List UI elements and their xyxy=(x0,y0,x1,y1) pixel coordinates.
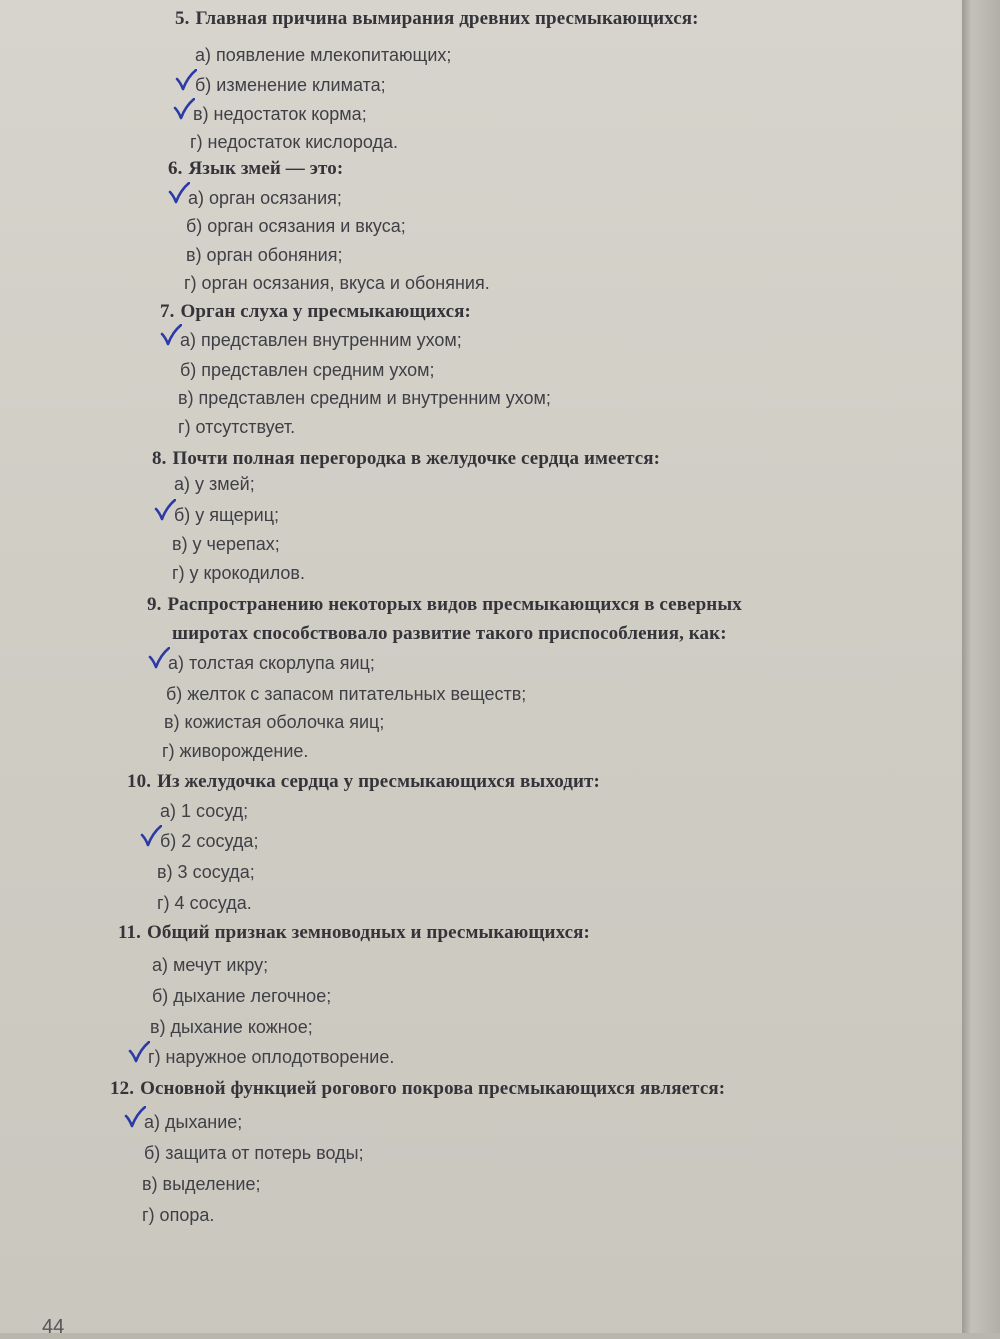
checkmark-icon xyxy=(160,324,182,346)
question-text: Основной функцией рогового покрова пресмыкающихся является: xyxy=(140,1078,726,1099)
answer-option: а) орган осязания; xyxy=(188,188,342,208)
answer-option: в) кожистая оболочка яиц; xyxy=(164,712,385,732)
question-title xyxy=(110,1078,725,1100)
answer-option: б) 2 сосуда; xyxy=(160,831,259,851)
checkmark-icon xyxy=(128,1041,150,1063)
answer-option: г) живорождение. xyxy=(162,741,309,761)
question-text: Орган слуха у пресмыкающихся: xyxy=(180,301,471,322)
answer-option: в) у черепах; xyxy=(172,534,280,554)
question-title xyxy=(118,922,590,944)
question-title xyxy=(175,8,699,30)
question-title xyxy=(147,594,742,616)
question-text: Главная причина вымирания древних пресмыкающихся: xyxy=(195,8,699,29)
answer-option: б) представлен средним ухом; xyxy=(180,360,435,380)
answer-option: г) 4 сосуда. xyxy=(157,893,252,913)
question-title xyxy=(127,771,600,793)
book-edge xyxy=(962,0,1000,1333)
answer-option: б) защита от потерь воды; xyxy=(144,1143,364,1163)
question-number: 8. xyxy=(152,448,167,469)
answer-option: б) изменение климата; xyxy=(195,75,386,95)
question-text: Почти полная перегородка в желудочке сердца имеется: xyxy=(172,448,661,469)
answer-option: г) отсутствует. xyxy=(178,417,296,437)
question-number: 6. xyxy=(168,158,183,179)
answer-option: г) у крокодилов. xyxy=(172,563,305,583)
question-title xyxy=(160,301,471,323)
question-number: 11. xyxy=(118,922,142,943)
question-text: Из желудочка сердца у пресмыкающихся выходит: xyxy=(157,771,600,792)
answer-option: а) 1 сосуд; xyxy=(160,801,249,821)
answer-option: в) 3 сосуда; xyxy=(157,862,255,882)
answer-option: б) орган осязания и вкуса; xyxy=(186,216,406,236)
answer-option: а) мечут икру; xyxy=(152,955,269,975)
question-title xyxy=(152,448,660,470)
checkmark-icon xyxy=(168,182,190,204)
checkmark-icon xyxy=(173,98,195,120)
answer-option: в) представлен средним и внутренним ухом; xyxy=(178,388,551,408)
answer-option: а) представлен внутренним ухом; xyxy=(180,330,462,350)
question-number: 9. xyxy=(147,594,162,615)
answer-option: г) наружное оплодотворение. xyxy=(148,1047,395,1067)
checkmark-icon xyxy=(154,499,176,521)
page-number: 44 xyxy=(42,1316,65,1338)
answer-option: в) недостаток корма; xyxy=(193,104,367,124)
answer-option: б) дыхание легочное; xyxy=(152,986,332,1006)
answer-option: а) у змей; xyxy=(174,474,255,494)
answer-option: г) орган осязания, вкуса и обоняния. xyxy=(184,273,490,293)
question-text: Общий признак земноводных и пресмыкающихся: xyxy=(147,922,590,943)
question-number: 10. xyxy=(127,771,152,792)
question-text: Язык змей — это: xyxy=(188,158,344,179)
question-text-continued: широтах способствовало развитие такого приспособления, как: xyxy=(172,623,727,644)
answer-option: в) дыхание кожное; xyxy=(150,1017,313,1037)
checkmark-icon xyxy=(140,825,162,847)
checkmark-icon xyxy=(175,69,197,91)
question-text: Распространению некоторых видов пресмыкающихся в северных xyxy=(167,594,742,615)
answer-option: а) дыхание; xyxy=(144,1112,243,1132)
question-number: 7. xyxy=(160,301,175,322)
answer-option: в) выделение; xyxy=(142,1174,261,1194)
question-title xyxy=(168,158,343,180)
checkmark-icon xyxy=(148,647,170,669)
answer-option: г) опора. xyxy=(142,1205,215,1225)
answer-option: б) желток с запасом питательных веществ; xyxy=(166,684,527,704)
answer-option: а) появление млекопитающих; xyxy=(195,45,452,65)
answer-option: б) у ящериц; xyxy=(174,505,280,525)
question-number: 5. xyxy=(175,8,190,29)
question-number: 12. xyxy=(110,1078,135,1099)
checkmark-icon xyxy=(124,1106,146,1128)
answer-option: г) недостаток кислорода. xyxy=(190,132,399,152)
answer-option: в) орган обоняния; xyxy=(186,245,343,265)
answer-option: а) толстая скорлупа яиц; xyxy=(168,653,375,673)
